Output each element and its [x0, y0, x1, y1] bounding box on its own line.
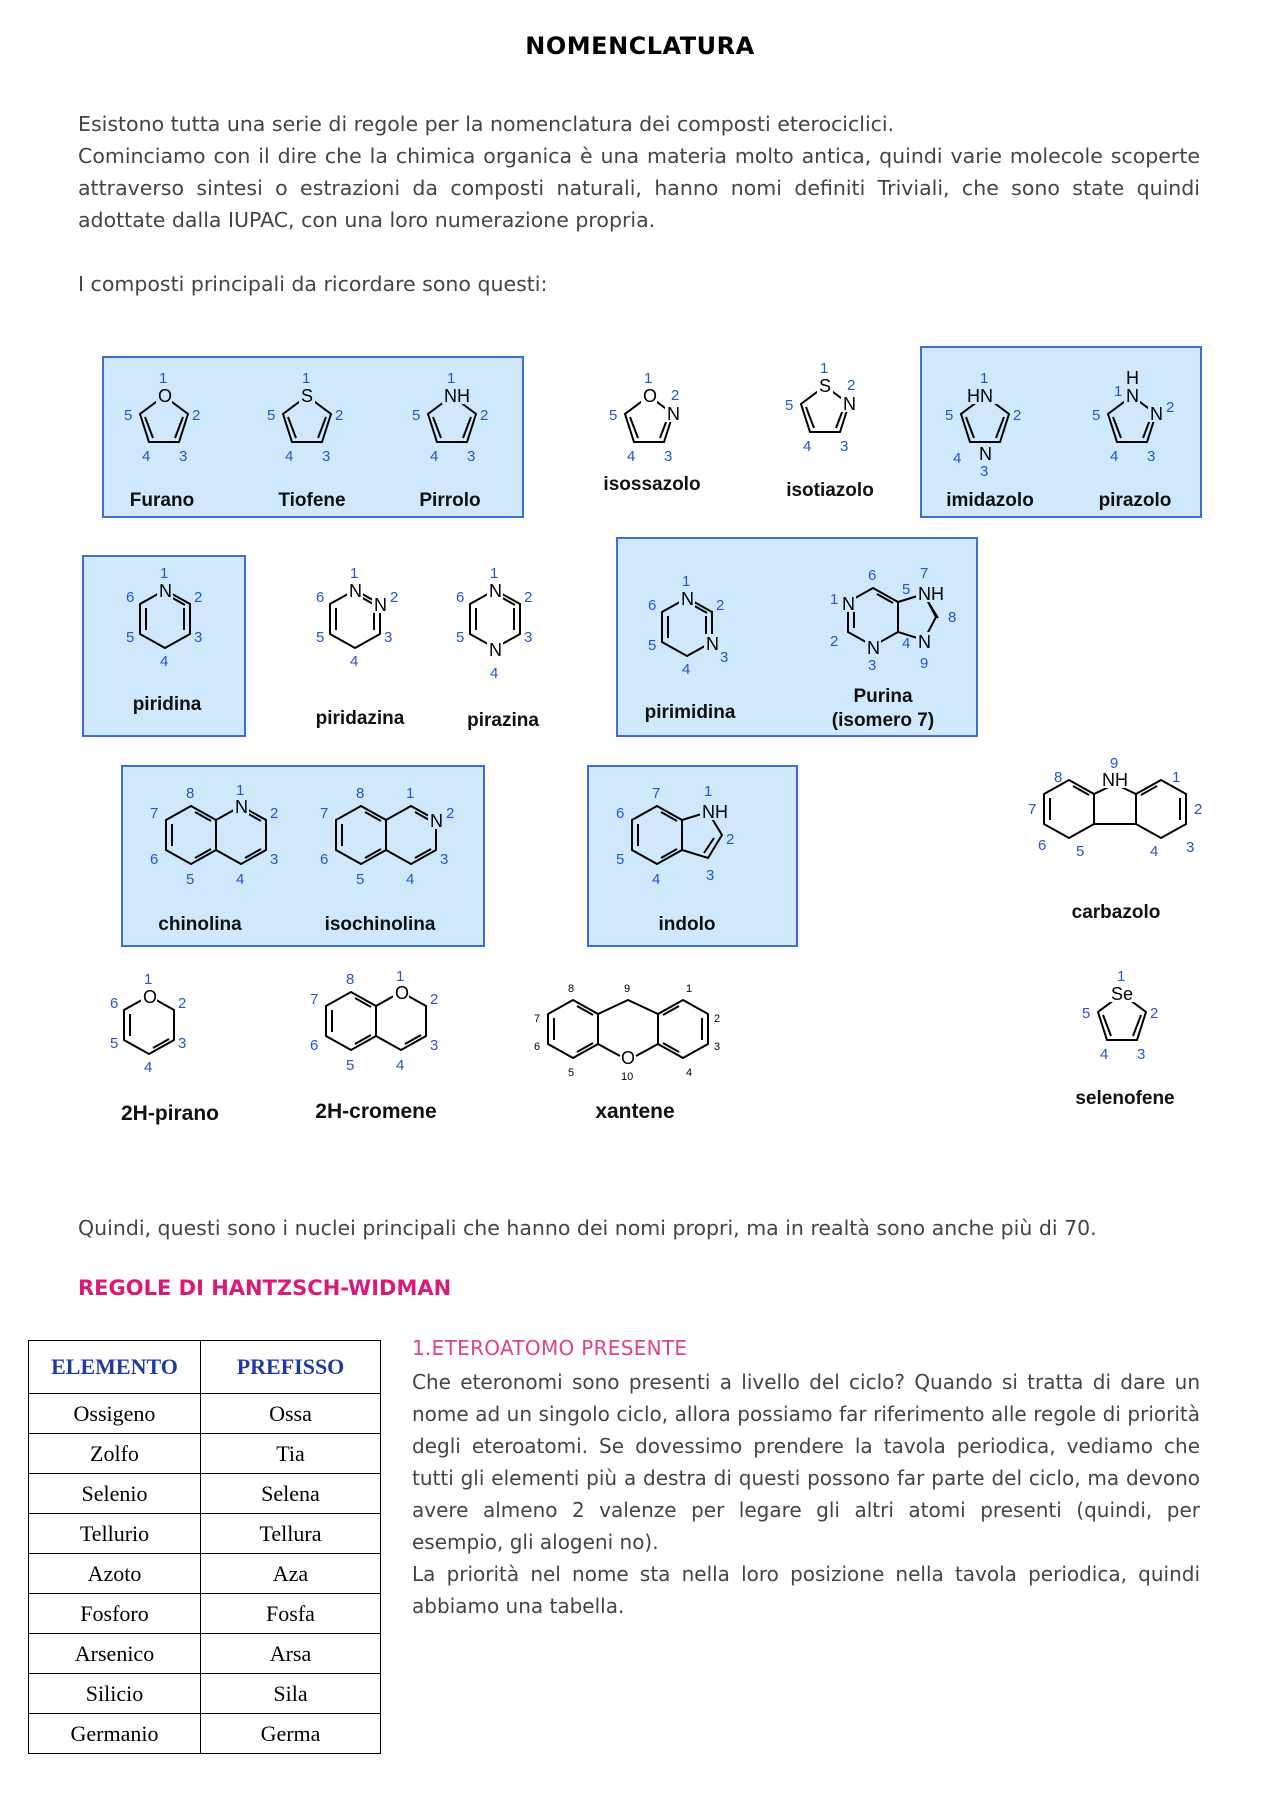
- svg-text:8: 8: [186, 785, 195, 802]
- label-pirimidina: pirimidina: [644, 702, 736, 723]
- cromene-structure: [296, 966, 456, 1086]
- svg-text:6: 6: [868, 567, 877, 584]
- svg-text:NH: NH: [1102, 770, 1128, 790]
- table-cell-elemento: Azoto: [29, 1554, 201, 1594]
- table-cell-elemento: Arsenico: [29, 1634, 201, 1674]
- table-row: [29, 1474, 381, 1514]
- svg-text:2: 2: [830, 633, 839, 650]
- piridazina-structure: [310, 560, 410, 680]
- label-piridazina: piridazina: [315, 708, 405, 729]
- svg-text:4: 4: [406, 871, 415, 888]
- svg-text:5: 5: [1092, 407, 1101, 424]
- label-cromene: 2H-cromene: [315, 1100, 437, 1123]
- svg-text:5: 5: [126, 629, 135, 646]
- svg-text:1: 1: [820, 360, 829, 377]
- svg-text:N: N: [842, 594, 855, 614]
- svg-text:6: 6: [316, 589, 325, 606]
- svg-text:7: 7: [1028, 801, 1037, 818]
- svg-text:7: 7: [310, 991, 319, 1008]
- svg-text:4: 4: [350, 653, 359, 670]
- svg-text:1: 1: [490, 565, 499, 582]
- svg-text:3: 3: [194, 629, 203, 646]
- svg-text:5: 5: [110, 1035, 119, 1052]
- table-header-elemento: ELEMENTO: [29, 1341, 201, 1394]
- svg-text:N: N: [706, 634, 719, 654]
- svg-text:5: 5: [456, 629, 465, 646]
- label-isochinolina: isochinolina: [324, 914, 436, 935]
- svg-text:1: 1: [980, 370, 989, 387]
- svg-text:2: 2: [480, 407, 489, 424]
- isochinolina-structure: [306, 780, 466, 900]
- svg-text:O: O: [395, 983, 410, 1003]
- label-furano: Furano: [129, 490, 195, 511]
- svg-text:S: S: [819, 376, 832, 396]
- svg-text:8: 8: [948, 609, 957, 626]
- svg-text:3: 3: [430, 1037, 439, 1054]
- table-cell-prefisso: Tellura: [201, 1514, 381, 1554]
- svg-text:5: 5: [356, 871, 365, 888]
- svg-text:5: 5: [1076, 843, 1085, 860]
- svg-text:2: 2: [524, 589, 533, 606]
- pirazolo-structure: [1090, 368, 1180, 472]
- intro-paragraph-2: Cominciamo con il dire che la chimica organica è una materia molto antica, quindi varie molecole scoperte attraverso sintesi o estrazioni da composti naturali, hanno nomi definiti Triviali, che sono state quindi adottate dalla IUPAC, con una loro numerazione propria.: [78, 144, 1200, 232]
- pirrolo-structure: [410, 368, 500, 472]
- svg-text:5: 5: [412, 407, 421, 424]
- svg-text:6: 6: [456, 589, 465, 606]
- svg-text:9: 9: [1110, 755, 1119, 772]
- carbazolo-structure: [1020, 750, 1220, 870]
- svg-text:5: 5: [945, 407, 954, 424]
- svg-text:1: 1: [1172, 769, 1181, 786]
- svg-text:2: 2: [1194, 801, 1203, 818]
- rule-paragraph-2: La priorità nel nome sta nella loro posizione nella tavola periodica, quindi abbiamo una tabella.: [412, 1562, 1200, 1618]
- svg-text:7: 7: [534, 1013, 541, 1025]
- label-carbazolo: carbazolo: [1071, 902, 1161, 923]
- svg-text:1: 1: [236, 782, 245, 799]
- conclusion-paragraph: Quindi, questi sono i nuclei principali che hanno dei nomi propri, ma in realtà sono anche più di 70.: [78, 1216, 1097, 1240]
- svg-text:6: 6: [310, 1037, 319, 1054]
- page-title: NOMENCLATURA: [525, 32, 755, 60]
- svg-text:1: 1: [704, 783, 713, 800]
- svg-text:4: 4: [396, 1057, 405, 1074]
- svg-text:N: N: [681, 589, 694, 609]
- table-cell-prefisso: Arsa: [201, 1634, 381, 1674]
- svg-text:Se: Se: [1111, 984, 1134, 1004]
- svg-text:9: 9: [624, 983, 631, 995]
- svg-text:1: 1: [350, 565, 359, 582]
- svg-text:1: 1: [447, 370, 456, 387]
- svg-text:4: 4: [902, 635, 911, 652]
- svg-text:3: 3: [664, 448, 673, 465]
- table-cell-prefisso: Tia: [201, 1434, 381, 1474]
- table-header-row: [29, 1341, 381, 1394]
- svg-text:6: 6: [150, 851, 159, 868]
- svg-text:6: 6: [534, 1041, 541, 1053]
- svg-text:5: 5: [124, 407, 133, 424]
- svg-text:2: 2: [1150, 1005, 1159, 1022]
- table-row: [29, 1514, 381, 1554]
- table-row: [29, 1394, 381, 1434]
- svg-text:3: 3: [720, 649, 729, 666]
- svg-text:N: N: [1126, 386, 1139, 406]
- table-row: [29, 1554, 381, 1594]
- svg-text:5: 5: [316, 629, 325, 646]
- table-cell-elemento: Selenio: [29, 1474, 201, 1514]
- table-cell-elemento: Germanio: [29, 1714, 201, 1754]
- svg-text:O: O: [143, 987, 158, 1007]
- prefix-table: [28, 1340, 381, 1754]
- table-cell-prefisso: Aza: [201, 1554, 381, 1594]
- table-cell-elemento: Silicio: [29, 1674, 201, 1714]
- svg-text:5: 5: [1082, 1005, 1091, 1022]
- svg-text:2: 2: [726, 831, 735, 848]
- selenofene-structure: [1080, 966, 1180, 1070]
- xantene-structure: [528, 970, 748, 1090]
- svg-text:5: 5: [267, 407, 276, 424]
- label-piridina: piridina: [132, 694, 202, 715]
- svg-text:8: 8: [356, 785, 365, 802]
- svg-text:5: 5: [616, 851, 625, 868]
- svg-text:3: 3: [384, 629, 393, 646]
- svg-text:6: 6: [320, 851, 329, 868]
- table-cell-prefisso: Germa: [201, 1714, 381, 1754]
- svg-text:3: 3: [980, 463, 989, 480]
- svg-text:4: 4: [953, 450, 962, 467]
- svg-text:4: 4: [430, 448, 439, 465]
- label-pirazolo: pirazolo: [1098, 490, 1172, 511]
- table-cell-elemento: Fosforo: [29, 1594, 201, 1634]
- svg-text:5: 5: [902, 581, 911, 598]
- label-pirazina: pirazina: [467, 710, 539, 731]
- svg-text:5: 5: [609, 407, 618, 424]
- label-xantene: xantene: [595, 1100, 675, 1123]
- svg-text:N: N: [489, 640, 502, 660]
- label-purina-line-1: Purina: [853, 686, 913, 707]
- svg-text:1: 1: [144, 971, 153, 988]
- table-cell-elemento: Tellurio: [29, 1514, 201, 1554]
- intro-paragraph-1: Esistono tutta una serie di regole per la nomenclatura dei composti eterociclici.: [78, 112, 895, 136]
- table-header-prefisso: PREFISSO: [201, 1341, 381, 1394]
- svg-text:2: 2: [847, 377, 856, 394]
- pirazina-structure: [450, 560, 550, 688]
- svg-text:N: N: [159, 581, 172, 601]
- purina-structure: [818, 562, 968, 682]
- svg-text:2: 2: [335, 407, 344, 424]
- svg-text:1: 1: [159, 370, 168, 387]
- tiofene-structure: [265, 368, 355, 472]
- svg-text:2: 2: [390, 589, 399, 606]
- svg-text:N: N: [430, 811, 443, 831]
- svg-text:8: 8: [346, 971, 355, 988]
- table-row: [29, 1714, 381, 1754]
- table-row: [29, 1634, 381, 1674]
- svg-text:1: 1: [396, 968, 405, 985]
- svg-text:1: 1: [644, 370, 653, 387]
- svg-text:N: N: [918, 632, 931, 652]
- svg-text:4: 4: [142, 448, 151, 465]
- svg-text:2: 2: [716, 597, 725, 614]
- table-cell-elemento: Ossigeno: [29, 1394, 201, 1434]
- svg-text:5: 5: [568, 1067, 575, 1079]
- label-imidazolo: imidazolo: [946, 490, 1034, 511]
- svg-text:3: 3: [524, 629, 533, 646]
- svg-text:1: 1: [1117, 968, 1126, 985]
- svg-text:N: N: [489, 581, 502, 601]
- svg-text:O: O: [643, 386, 658, 406]
- svg-text:2: 2: [178, 995, 187, 1012]
- table-cell-elemento: Zolfo: [29, 1434, 201, 1474]
- rule-subtitle: 1.ETEROATOMO PRESENTE: [412, 1336, 688, 1360]
- rule-paragraph-1: Che eteronomi sono presenti a livello del ciclo? Quando si tratta di dare un nome ad un singolo ciclo, allora possiamo far riferimento alle regole di priorità degli eteroatomi. Se dovessimo prendere la tavola periodica, vediamo che tutti gli elementi più a destra di questi possono far parte del ciclo, ma devono avere almeno 2 valenze per legare gli altri atomi presenti (quindi, per esempio, gli alogeni no).: [412, 1370, 1200, 1554]
- svg-text:N: N: [235, 797, 248, 817]
- svg-text:3: 3: [1186, 839, 1195, 856]
- isossazolo-structure: [607, 368, 697, 472]
- table-row: [29, 1594, 381, 1634]
- svg-text:1: 1: [1114, 383, 1123, 400]
- svg-text:1: 1: [830, 591, 839, 608]
- svg-text:1: 1: [682, 573, 691, 590]
- isotiazolo-structure: [783, 358, 873, 462]
- pirimidina-structure: [642, 568, 742, 688]
- label-isossazolo: isossazolo: [603, 474, 701, 495]
- svg-text:2: 2: [270, 805, 279, 822]
- svg-text:4: 4: [686, 1067, 693, 1079]
- table-row: [29, 1434, 381, 1474]
- intro-paragraph-3: I composti principali da ricordare sono questi:: [78, 272, 548, 296]
- svg-text:7: 7: [320, 805, 329, 822]
- svg-text:NH: NH: [702, 802, 728, 822]
- svg-text:3: 3: [706, 867, 715, 884]
- label-tiofene: Tiofene: [278, 490, 346, 511]
- label-selenofene: selenofene: [1075, 1088, 1175, 1109]
- svg-text:4: 4: [490, 665, 499, 682]
- indolo-structure: [612, 780, 762, 900]
- svg-text:2: 2: [194, 589, 203, 606]
- svg-text:S: S: [301, 386, 314, 406]
- svg-text:8: 8: [1054, 769, 1063, 786]
- svg-text:5: 5: [785, 397, 794, 414]
- svg-text:3: 3: [1147, 448, 1156, 465]
- svg-text:2: 2: [671, 387, 680, 404]
- label-purina-line-2: (isomero 7): [831, 710, 935, 731]
- svg-text:5: 5: [648, 637, 657, 654]
- svg-text:4: 4: [160, 653, 169, 670]
- svg-text:3: 3: [714, 1041, 721, 1053]
- svg-text:2: 2: [1013, 407, 1022, 424]
- svg-text:6: 6: [1038, 837, 1047, 854]
- svg-text:1: 1: [302, 370, 311, 387]
- svg-text:1: 1: [406, 785, 415, 802]
- svg-text:3: 3: [440, 851, 449, 868]
- svg-text:7: 7: [150, 805, 159, 822]
- svg-text:3: 3: [840, 438, 849, 455]
- table-row: [29, 1674, 381, 1714]
- svg-text:2: 2: [1166, 399, 1175, 416]
- label-pirano: 2H-pirano: [120, 1102, 219, 1125]
- imidazolo-structure: [943, 368, 1033, 478]
- svg-text:O: O: [158, 386, 173, 406]
- svg-text:6: 6: [648, 597, 657, 614]
- svg-text:H: H: [1126, 368, 1139, 388]
- svg-text:6: 6: [616, 805, 625, 822]
- svg-text:7: 7: [920, 565, 929, 582]
- svg-text:6: 6: [110, 995, 119, 1012]
- svg-text:3: 3: [179, 448, 188, 465]
- svg-text:4: 4: [1110, 448, 1119, 465]
- section-title: REGOLE DI HANTZSCH-WIDMAN: [78, 1276, 452, 1300]
- svg-text:N: N: [349, 581, 362, 601]
- svg-text:1: 1: [160, 565, 169, 582]
- svg-text:HN: HN: [967, 386, 993, 406]
- svg-text:4: 4: [144, 1059, 153, 1076]
- svg-text:10: 10: [621, 1071, 634, 1083]
- piridina-structure: [120, 560, 220, 680]
- svg-text:5: 5: [186, 871, 195, 888]
- label-pirrolo: Pirrolo: [419, 490, 481, 511]
- label-chinolina: chinolina: [158, 914, 242, 935]
- svg-text:2: 2: [714, 1013, 721, 1025]
- svg-text:NH: NH: [918, 584, 944, 604]
- svg-text:3: 3: [868, 657, 877, 674]
- svg-text:4: 4: [236, 871, 245, 888]
- svg-text:NH: NH: [444, 386, 470, 406]
- svg-text:7: 7: [652, 785, 661, 802]
- table-cell-prefisso: Ossa: [201, 1394, 381, 1434]
- svg-text:2: 2: [446, 805, 455, 822]
- svg-text:4: 4: [803, 438, 812, 455]
- svg-text:6: 6: [126, 589, 135, 606]
- svg-text:N: N: [374, 595, 387, 615]
- svg-text:N: N: [667, 404, 680, 424]
- chinolina-structure: [136, 780, 286, 900]
- svg-text:8: 8: [568, 983, 575, 995]
- svg-text:4: 4: [1150, 843, 1159, 860]
- label-isotiazolo: isotiazolo: [786, 480, 874, 501]
- svg-text:3: 3: [1137, 1046, 1146, 1063]
- svg-text:9: 9: [920, 655, 929, 672]
- svg-text:1: 1: [686, 983, 693, 995]
- svg-text:3: 3: [270, 851, 279, 868]
- furano-structure: [122, 368, 212, 472]
- svg-text:5: 5: [346, 1057, 355, 1074]
- svg-text:3: 3: [322, 448, 331, 465]
- svg-text:4: 4: [682, 661, 691, 678]
- svg-text:4: 4: [285, 448, 294, 465]
- svg-text:N: N: [867, 638, 880, 658]
- svg-text:3: 3: [467, 448, 476, 465]
- svg-text:O: O: [621, 1048, 636, 1068]
- svg-text:N: N: [843, 394, 856, 414]
- svg-text:3: 3: [178, 1035, 187, 1052]
- svg-text:4: 4: [1100, 1046, 1109, 1063]
- pirano-structure: [104, 966, 204, 1086]
- table-cell-prefisso: Sila: [201, 1674, 381, 1714]
- table-cell-prefisso: Selena: [201, 1474, 381, 1514]
- svg-text:N: N: [1150, 404, 1163, 424]
- svg-text:2: 2: [430, 991, 439, 1008]
- svg-text:2: 2: [192, 407, 201, 424]
- table-cell-prefisso: Fosfa: [201, 1594, 381, 1634]
- svg-text:N: N: [979, 444, 992, 464]
- svg-text:4: 4: [627, 448, 636, 465]
- label-indolo: indolo: [658, 914, 716, 935]
- svg-text:4: 4: [652, 871, 661, 888]
